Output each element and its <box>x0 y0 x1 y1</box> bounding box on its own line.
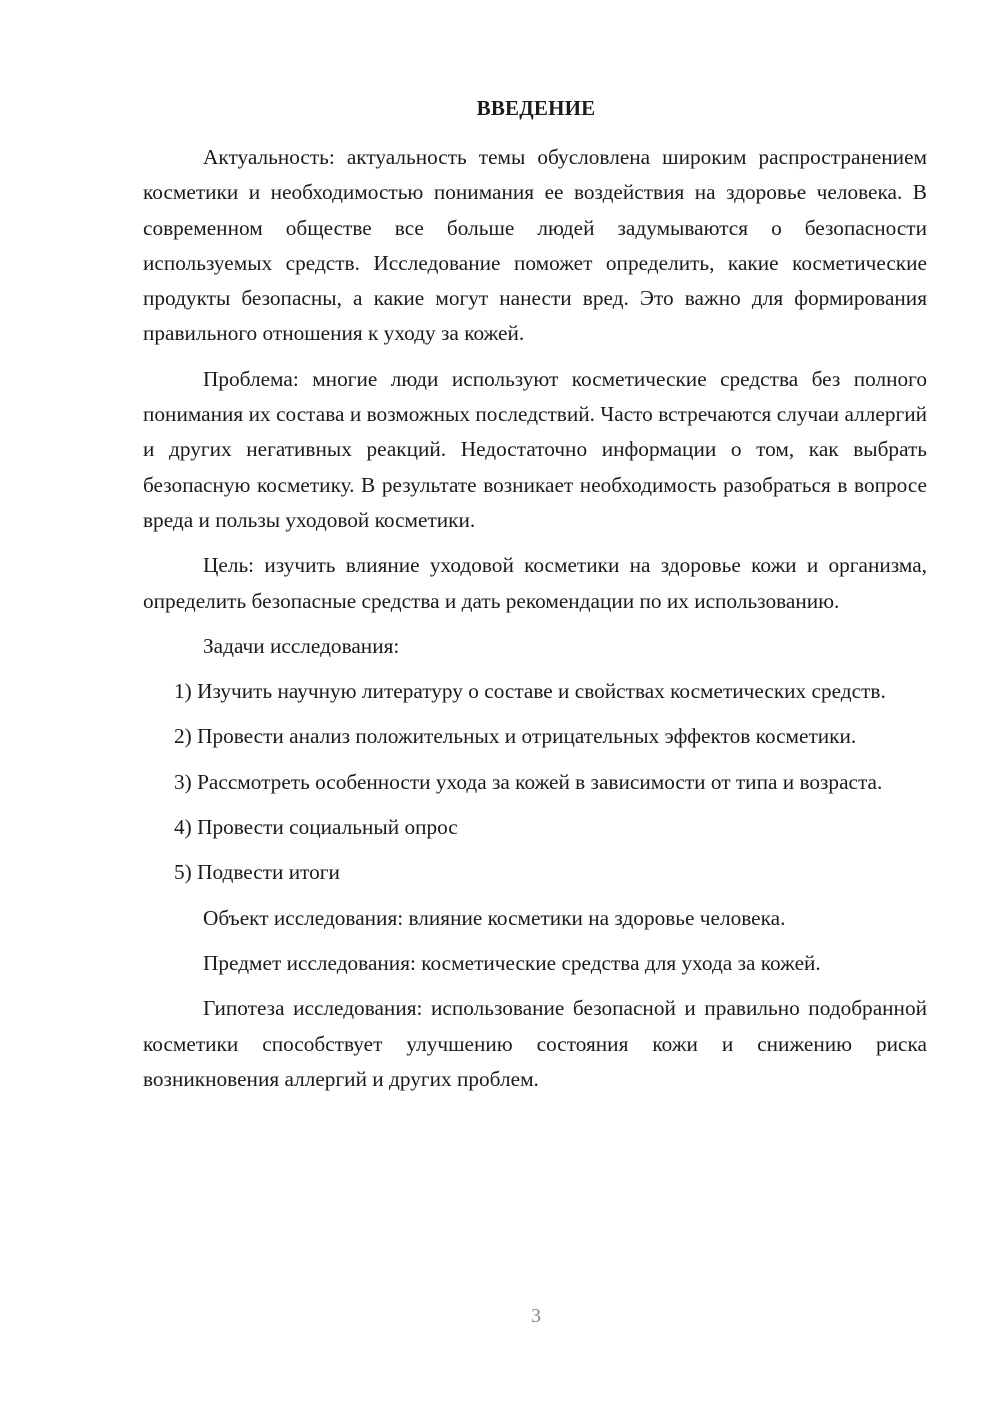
task-item: 3) Рассмотреть особенности ухода за кожей в зависимости от типа и возраста. <box>174 769 883 794</box>
task-item: 5) Подвести итоги <box>174 860 340 885</box>
task-item: 2) Провести анализ положительных и отрицательных эффектов косметики. <box>174 724 857 749</box>
paragraph-goal: Цель: изучить влияние уходовой косметики на здоровье кожи и организма, определить безопасные средства и дать рекомендации по их использованию. <box>143 553 927 613</box>
paragraph-object: Объект исследования: влияние косметики на здоровье человека. <box>203 905 786 930</box>
task-item: 4) Провести социальный опрос <box>174 815 458 840</box>
paragraph-hypothesis: Гипотеза исследования: использование безопасной и правильно подобранной косметики способствует улучшению состояния кожи и снижению риска возникновения аллергий и других проблем. <box>143 996 927 1091</box>
task-item: 1) Изучить научную литературу о составе и свойствах косметических средств. <box>174 679 886 704</box>
paragraph-problem: Проблема: многие люди используют косметические средства без полного понимания их состава и возможных последствий. Часто встречаются случаи аллергий и других негативных реакций. Недостаточно информации о том, как выбрать безопасную косметику. В результате возникает необходимость разобраться в вопросе вреда и пользы уходовой косметики. <box>143 366 927 532</box>
paragraph-subject: Предмет исследования: косметические средства для ухода за кожей. <box>203 950 821 975</box>
page-number: 3 <box>531 1305 541 1327</box>
paragraph-relevance: Актуальность: актуальность темы обусловлена широким распространением косметики и необходимостью понимания ее воздействия на здоровье человека. В современном обществе все больше людей задумываются о безопасности используемых средств. Исследование поможет определить, какие косметические продукты безопасны, а какие могут нанести вред. Это важно для формирования правильного отношения к уходу за кожей. <box>143 145 927 346</box>
section-title: ВВЕДЕНИЕ <box>476 96 596 120</box>
tasks-heading: Задачи исследования: <box>203 633 400 658</box>
tasks-list <box>143 674 927 890</box>
document-body <box>143 140 927 1097</box>
